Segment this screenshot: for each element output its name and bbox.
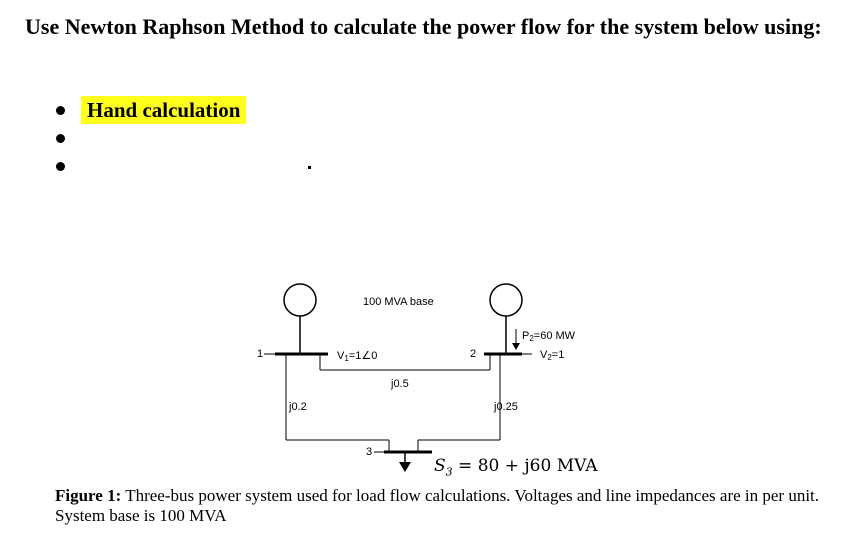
figure-caption	[55, 486, 825, 526]
bus-1-number: 1	[257, 348, 264, 360]
load-equation: $S_3 = 80 + j60$ MVA	[434, 456, 598, 479]
impedance-1-3-label: j0.2	[289, 401, 307, 413]
v2-label: V2=1	[540, 349, 565, 362]
impedance-2-3-label: j0.25	[494, 401, 518, 413]
v1-label: V1=1∠0	[337, 350, 378, 363]
caption-text: Three-bus power system used for load flow calculations. Voltages and line impedances are in per unit. System base is 100 MVA	[55, 486, 820, 525]
bus-2-number: 2	[470, 348, 477, 360]
question-heading: Use Newton Raphson Method to calculate the power flow for the system below using:	[25, 14, 822, 39]
generator-2-icon	[490, 284, 522, 316]
impedance-1-2-label: j0.5	[391, 378, 409, 390]
base-label: 100 MVA base	[363, 296, 434, 308]
bullet-label-highlighted: Hand calculation	[81, 96, 246, 124]
caption-prefix: Figure 1:	[55, 486, 122, 505]
p2-arrow-head-icon	[512, 343, 520, 350]
bus-3-number: 3	[366, 446, 373, 458]
load-arrow-head-icon	[399, 462, 411, 472]
p2-label: P2=60 MW	[522, 330, 576, 343]
generator-1-icon	[284, 284, 316, 316]
